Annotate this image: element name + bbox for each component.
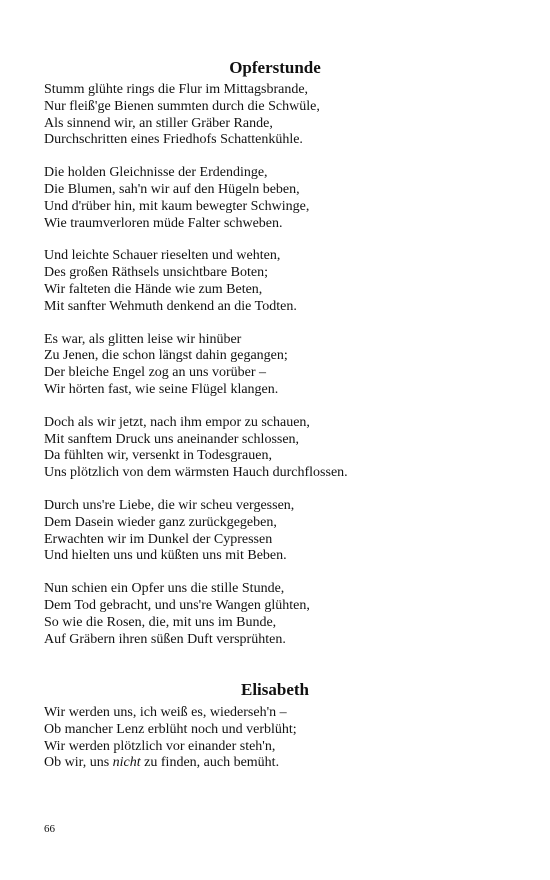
line-text: Ob wir, uns	[44, 755, 113, 771]
line-text: zu finden, auch bemüht.	[140, 755, 280, 771]
poem-line: Nun schien ein Opfer uns die stille Stunde,	[44, 581, 285, 597]
poem-line: Auf Gräbern ihren süßen Duft versprühten.	[44, 631, 286, 647]
poem-line	[44, 755, 514, 772]
stanza	[44, 705, 514, 772]
poem-line: Des großen Räthsels unsichtbare Boten;	[44, 265, 268, 281]
poem-line: Nur fleiß'ge Bienen summten durch die Schwüle,	[44, 98, 320, 114]
poem-line: Und d'rüber hin, mit kaum bewegter Schwinge,	[44, 198, 310, 214]
poem-title-opferstunde: Opferstunde	[229, 58, 321, 77]
poem-line: Da fühlten wir, versenkt in Todesgrauen,	[44, 448, 272, 464]
poem-line: Zu Jenen, die schon längst dahin gegangen;	[44, 348, 288, 364]
stanza	[44, 498, 514, 565]
poem-title-elisabeth: Elisabeth	[240, 680, 310, 699]
poem-line: Und hielten uns und küßten uns mit Beben.	[44, 548, 287, 564]
poem-line: Ob mancher Lenz erblüht noch und verblüht;	[44, 721, 297, 737]
stanza	[44, 248, 514, 315]
poem-line: So wie die Rosen, die, mit uns im Bunde,	[44, 614, 277, 630]
stanza	[44, 332, 514, 399]
poem-line: Wie traumverloren müde Falter schweben.	[44, 215, 283, 231]
emphasized-word: nicht	[112, 755, 141, 771]
poem-line: Wir hörten fast, wie seine Flügel klangen.	[44, 381, 279, 397]
poem-line: Stumm glühte rings die Flur im Mittagsbrande,	[44, 82, 309, 97]
poem-line: Durchschritten eines Friedhofs Schattenkühle.	[44, 132, 303, 148]
poem-line: Als sinnend wir, an stiller Gräber Rande,	[44, 115, 273, 131]
poem-line: Die holden Gleichnisse der Erdendinge,	[44, 165, 268, 181]
poem-line: Durch uns're Liebe, die wir scheu vergessen,	[44, 497, 295, 513]
poem-line: Die Blumen, sah'n wir auf den Hügeln beben,	[44, 181, 300, 197]
poem-line: Uns plötzlich von dem wärmsten Hauch durchflossen.	[44, 465, 348, 481]
poem-opferstunde	[44, 82, 514, 664]
page-number: 66	[44, 823, 55, 835]
poem-line: Mit sanftem Druck uns aneinander schlossen,	[44, 431, 300, 447]
poem-line: Mit sanfter Wehmuth denkend an die Todten.	[44, 298, 297, 314]
poem-line: Erwachten wir im Dunkel der Cypressen	[44, 531, 273, 547]
poem-line: Und leichte Schauer rieselten und wehten,	[44, 248, 281, 264]
poem-line: Es war, als glitten leise wir hinüber	[44, 331, 242, 347]
poem-line: Wir werden uns, ich weiß es, wiederseh'n –	[44, 705, 287, 720]
stanza	[44, 415, 514, 482]
poem-line: Wir falteten die Hände wie zum Beten,	[44, 281, 263, 297]
poem-line: Dem Dasein wieder ganz zurückgegeben,	[44, 514, 277, 530]
poem-elisabeth	[44, 705, 514, 788]
stanza	[44, 165, 514, 232]
stanza	[44, 82, 514, 149]
stanza	[44, 581, 514, 648]
poem-line: Dem Tod gebracht, und uns're Wangen glühten,	[44, 597, 310, 613]
poem-line: Wir werden plötzlich vor einander steh'n,	[44, 738, 276, 754]
poem-line: Doch als wir jetzt, nach ihm empor zu schauen,	[44, 414, 310, 430]
poem-line: Der bleiche Engel zog an uns vorüber –	[44, 365, 266, 381]
